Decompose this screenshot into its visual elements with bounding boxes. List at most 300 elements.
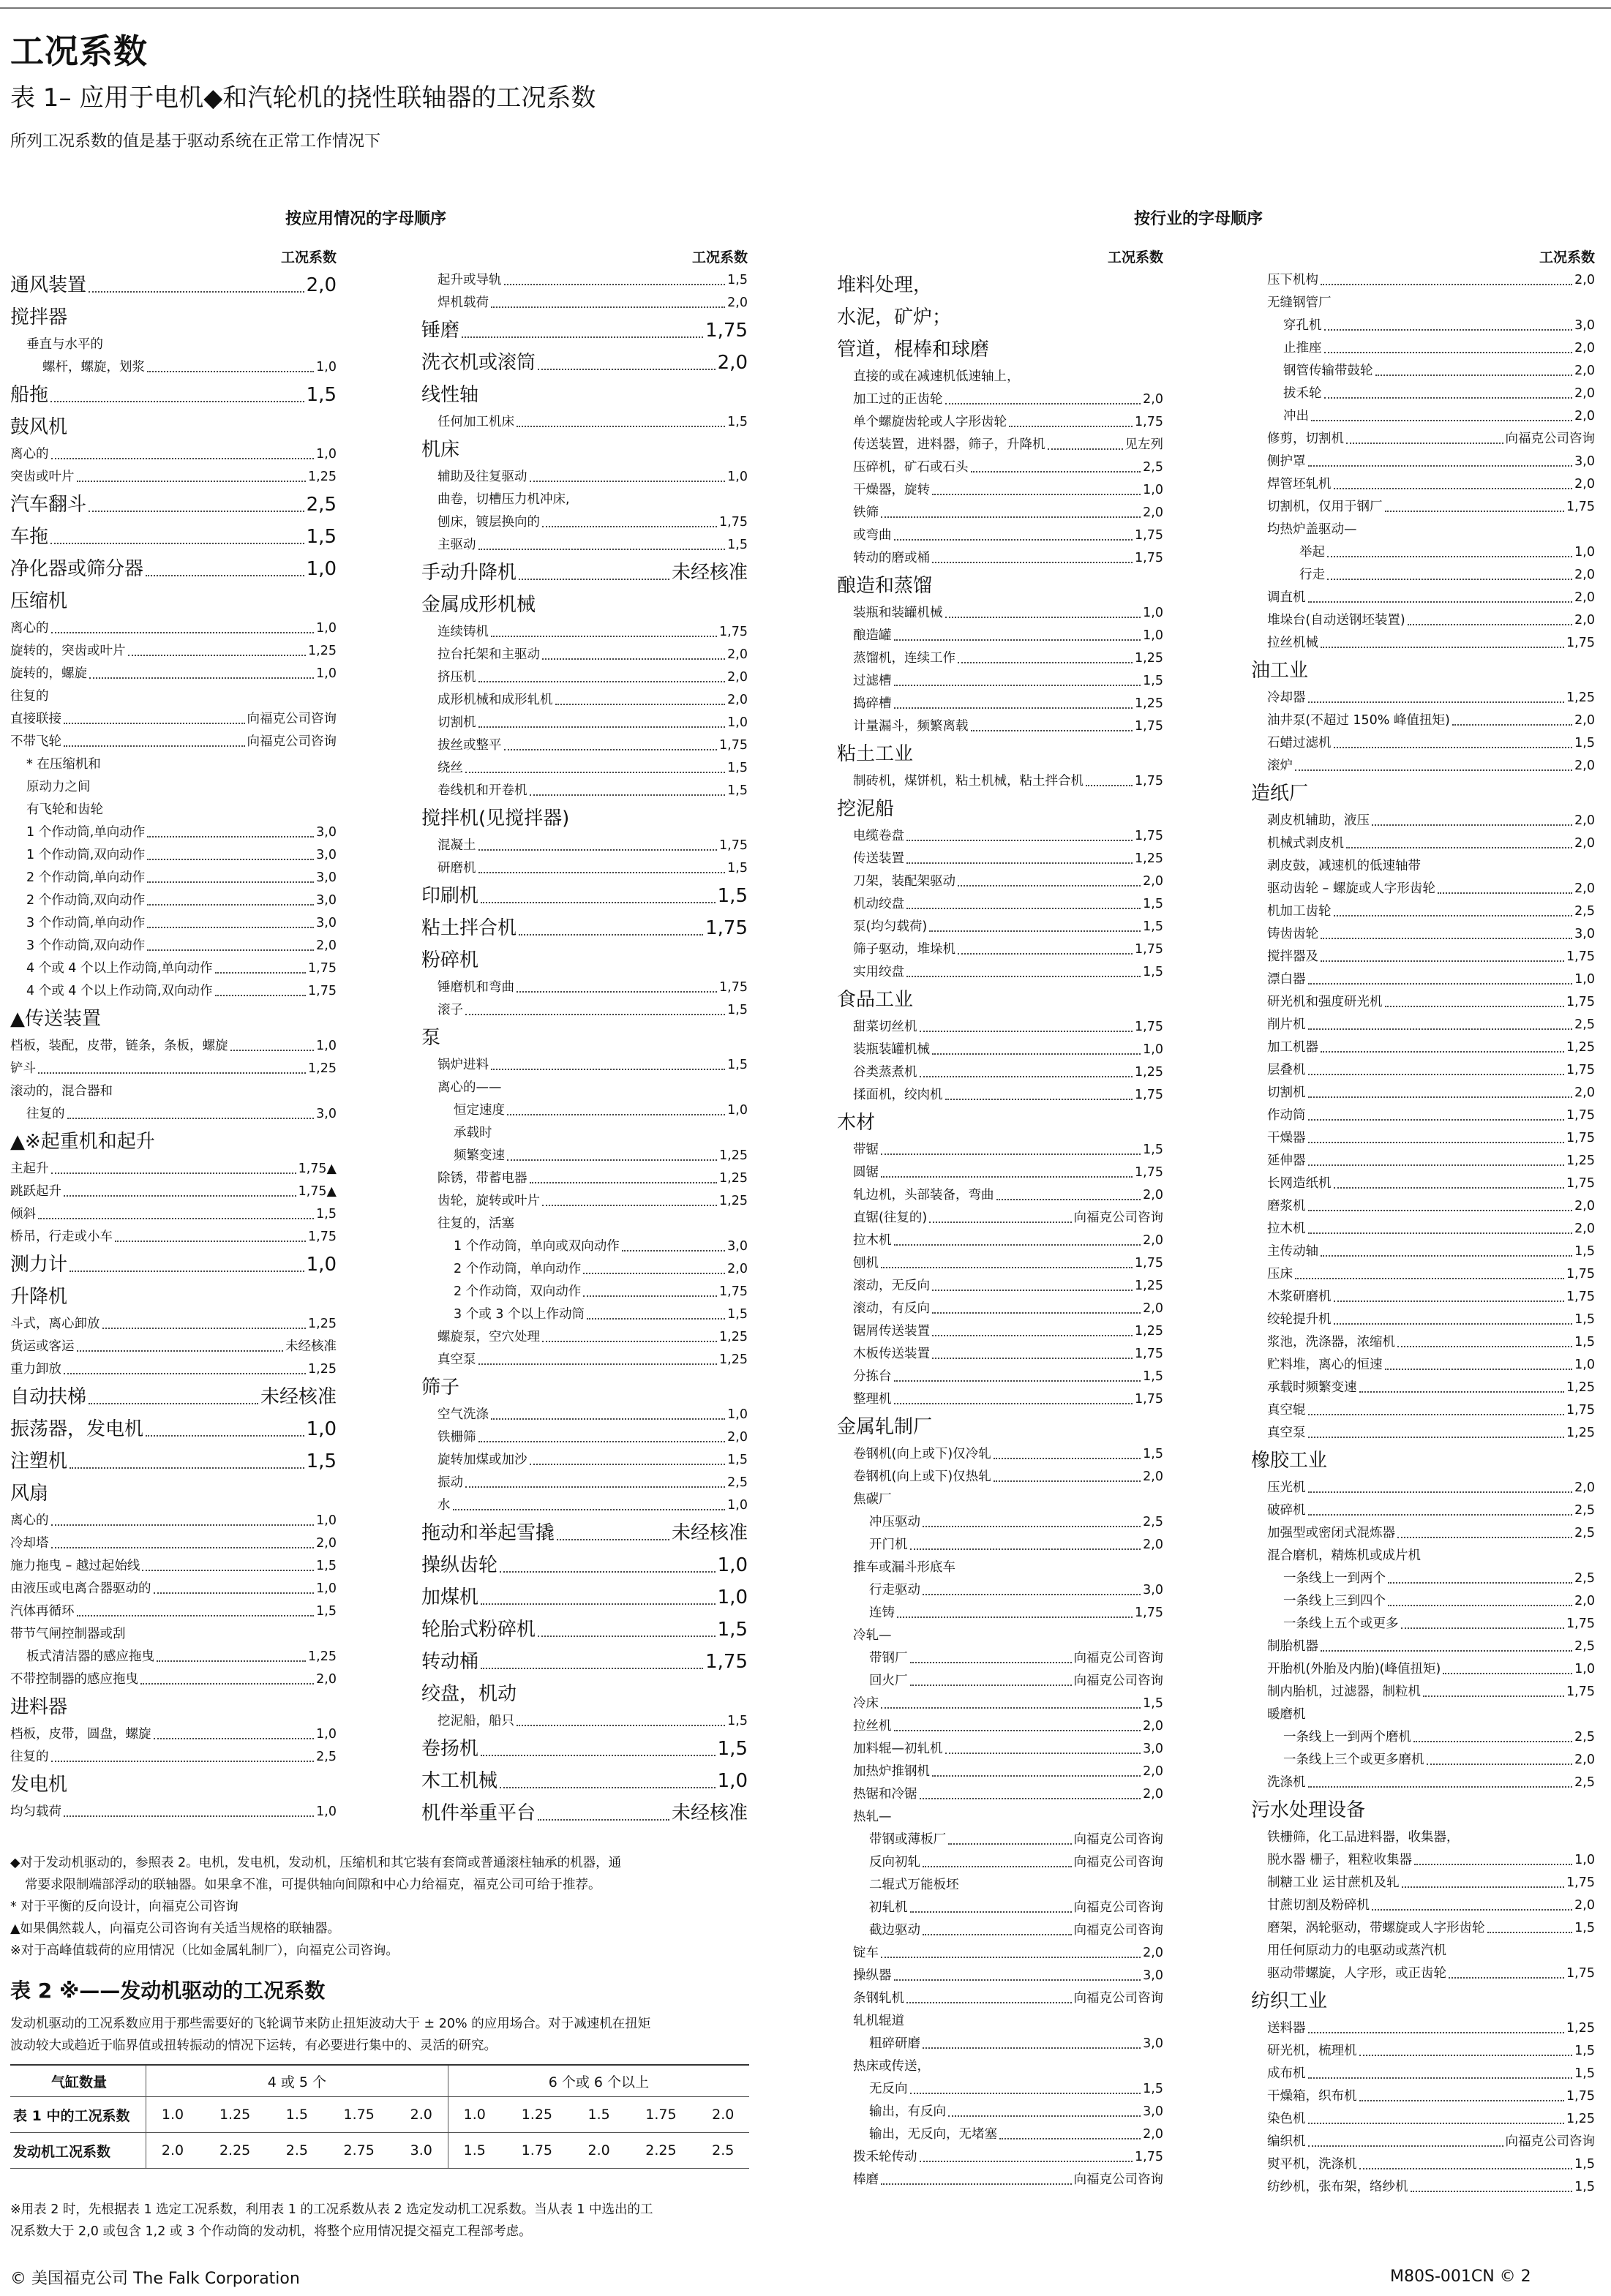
entry-factor: 2,0 <box>1574 1594 1595 1608</box>
entry-label: * 在压缩机和 <box>26 757 101 772</box>
dot-leader <box>923 1526 1141 1527</box>
entry-factor: 1,25 <box>719 1352 748 1367</box>
entry-factor: 1,5 <box>717 1619 748 1641</box>
dot-leader <box>583 1295 717 1297</box>
category-heading <box>421 434 748 466</box>
factor-entry <box>421 1190 748 1213</box>
factor-entry <box>837 1557 1163 1579</box>
entry-label: 机床 <box>421 439 460 461</box>
factor-entry <box>1251 1962 1595 1985</box>
factor-entry <box>1251 687 1595 709</box>
entry-label: 旋转的，突齿或叶片 <box>10 644 126 658</box>
factor-entry <box>837 1443 1163 1466</box>
category-heading <box>421 880 748 912</box>
factor-entry <box>837 715 1163 738</box>
factor-entry <box>1251 1826 1595 1849</box>
entry-factor: 1,25 <box>719 1330 748 1344</box>
factor-entry <box>421 1077 748 1099</box>
entry-factor: 2,0 <box>1574 1753 1595 1767</box>
entry-label: 频繁变速 <box>454 1148 505 1163</box>
factor-entry <box>1251 855 1595 878</box>
entry-label: 重力卸放 <box>10 1362 61 1377</box>
dot-leader <box>622 1250 725 1251</box>
entry-factor: 1,75 <box>308 1230 337 1244</box>
dot-leader <box>906 2002 1072 2003</box>
category-heading <box>837 269 1163 301</box>
entry-factor: 3,0 <box>1143 2036 1163 2051</box>
entry-label: 跳跃起升 <box>10 1184 61 1199</box>
factor-entry <box>10 821 337 844</box>
table2-cell: 2.0 <box>395 2097 448 2133</box>
entry-factor: 2,0 <box>1143 1787 1163 1802</box>
entry-factor: 1,0 <box>717 1554 748 1576</box>
factor-entry <box>837 366 1163 388</box>
factor-entry <box>1251 2108 1595 2131</box>
factor-entry <box>1251 1286 1595 1309</box>
entry-factor: 1,5 <box>1574 2044 1595 2058</box>
dot-leader <box>881 516 1141 518</box>
category-heading <box>421 347 748 379</box>
entry-label: 水泥，矿炉； <box>837 306 952 328</box>
factor-entry <box>1251 732 1595 755</box>
factor-entry <box>837 411 1163 434</box>
entry-factor: 1,5 <box>1143 1369 1163 1384</box>
dot-leader <box>491 1069 725 1070</box>
factor-entry <box>1251 1522 1595 1545</box>
entry-factor: 3,0 <box>316 848 337 862</box>
entry-factor: 1,5 <box>727 1058 748 1072</box>
dot-leader <box>894 707 1133 709</box>
column-header: 工况系数 <box>1539 249 1595 266</box>
entry-label: 修剪，切割机 <box>1267 432 1344 446</box>
entry-factor: 1,5 <box>1574 1921 1595 1935</box>
entry-label: 轮胎式粉碎机 <box>421 1619 536 1641</box>
dot-leader <box>929 1222 1071 1223</box>
dot-leader <box>881 1176 1133 1178</box>
entry-label: 干燥器 <box>1267 1131 1306 1145</box>
dot-leader <box>1414 1864 1572 1865</box>
category-heading <box>1251 1445 1595 1477</box>
category-heading <box>421 589 748 621</box>
category-heading <box>837 1411 1163 1443</box>
factor-entry <box>837 1942 1163 1965</box>
category-heading <box>421 379 748 411</box>
factor-entry <box>10 1158 337 1181</box>
entry-label: 染色机 <box>1267 2112 1306 2126</box>
entry-label: 测力计 <box>10 1254 68 1276</box>
dot-leader <box>542 1205 717 1206</box>
dot-leader <box>542 526 717 527</box>
entry-factor: 1,25 <box>1566 690 1595 705</box>
category-heading <box>837 301 1163 334</box>
entry-label: 成形机械和成形轧机 <box>438 693 553 707</box>
entry-factor: 2,0 <box>1143 505 1163 520</box>
factor-entry <box>837 1761 1163 1783</box>
dot-leader <box>1308 2077 1573 2079</box>
factor-entry <box>837 1897 1163 1919</box>
entry-label: 焊管坯轧机 <box>1267 477 1332 492</box>
entry-label: 2 个作动筒,双向动作 <box>26 893 146 908</box>
factor-entry <box>10 708 337 731</box>
entry-label: 搅拌机(见搅拌器) <box>421 808 570 829</box>
entry-label: 堆垛台(自动送钢坯装置) <box>1267 613 1405 628</box>
category-heading <box>837 793 1163 825</box>
category-heading <box>421 1549 748 1581</box>
dot-leader <box>910 1662 1072 1663</box>
entry-label: 金属轧制厂 <box>837 1416 933 1438</box>
entry-factor: 1,5 <box>1574 2066 1595 2081</box>
dot-leader <box>538 1636 716 1637</box>
dot-leader <box>1308 1786 1573 1788</box>
entry-label: 振荡器，发电机 <box>10 1418 144 1440</box>
factor-entry <box>837 1738 1163 1761</box>
dot-leader <box>1408 624 1573 625</box>
entry-label: 粘土工业 <box>837 743 914 765</box>
factor-entry <box>837 1534 1163 1557</box>
dot-leader <box>517 426 725 427</box>
dot-leader <box>1321 960 1564 962</box>
factor-entry <box>837 625 1163 647</box>
entry-label: 钢管传输带鼓轮 <box>1283 364 1373 378</box>
section-by-application: 按应用情况的字母顺序 <box>285 210 447 228</box>
factor-entry <box>10 1358 337 1381</box>
dot-leader <box>478 681 726 682</box>
factor-entry <box>837 1602 1163 1625</box>
column-1 <box>10 246 337 1823</box>
entry-factor: 1,0 <box>717 1770 748 1792</box>
factor-entry <box>837 1084 1163 1107</box>
entry-factor: 2,0 <box>1143 1469 1163 1484</box>
entry-label: 旋转加煤或加沙 <box>438 1453 527 1467</box>
entry-factor: 1,0 <box>306 1418 337 1440</box>
entry-label: 振动 <box>438 1475 463 1490</box>
table2-row-label: 表 1 中的工况系数 <box>10 2097 146 2133</box>
entry-factor: 1,5 <box>306 1450 337 1472</box>
entry-factor: 1,25 <box>308 1061 337 1076</box>
dot-leader <box>51 1173 296 1174</box>
dot-leader <box>929 930 1141 932</box>
dot-leader <box>157 1660 306 1662</box>
dot-leader <box>1324 397 1573 399</box>
factor-entry <box>1251 946 1595 968</box>
entry-factor: 1,5 <box>1143 919 1163 934</box>
dot-leader <box>154 1592 315 1594</box>
category-heading <box>421 1371 748 1404</box>
factor-entry <box>837 1230 1163 1252</box>
entry-factor: 3,0 <box>316 825 337 840</box>
entry-factor: 1,5 <box>727 1307 748 1322</box>
factor-entry <box>10 1532 337 1555</box>
entry-label: 2 个作动筒,单向动作 <box>26 870 146 885</box>
entry-factor: 1,0 <box>1574 1358 1595 1372</box>
entry-label: 橡胶工业 <box>1251 1450 1328 1472</box>
category-heading <box>10 1478 337 1510</box>
dot-leader <box>910 1685 1072 1686</box>
factor-entry <box>837 1511 1163 1534</box>
factor-entry <box>1251 632 1595 655</box>
entry-label: 污水处理设备 <box>1251 1799 1366 1821</box>
factor-entry <box>837 2078 1163 2101</box>
entry-factor: 3,0 <box>316 893 337 908</box>
factor-entry <box>421 857 748 880</box>
dot-leader <box>478 726 726 728</box>
factor-entry <box>10 1746 337 1769</box>
dot-leader <box>147 859 314 860</box>
category-heading <box>10 379 337 411</box>
entry-factor: 1,25 <box>308 1649 337 1664</box>
dot-leader <box>894 1730 1141 1731</box>
dot-leader <box>1321 1255 1572 1257</box>
dot-leader <box>923 1594 1141 1595</box>
factor-entry <box>837 434 1163 456</box>
entry-factor: 1,25 <box>719 1148 748 1163</box>
entry-factor: 1,75 <box>1566 636 1595 650</box>
entry-factor: 2,0 <box>727 1262 748 1276</box>
category-heading <box>10 1249 337 1281</box>
factor-entry <box>1251 1545 1595 1567</box>
entry-factor: 3,0 <box>1574 318 1595 333</box>
dot-leader <box>147 881 314 883</box>
entry-factor: 向福克公司咨询 <box>1073 1991 1163 2006</box>
dot-leader <box>465 1014 725 1015</box>
entry-factor: 未经核准 <box>671 1802 748 1824</box>
entry-factor: 1,75 <box>1566 1875 1595 1890</box>
entry-label: 无缝钢管厂 <box>1267 296 1332 310</box>
factor-entry <box>1251 1331 1595 1354</box>
dot-leader <box>147 949 314 951</box>
entry-label: 剥皮鼓，减速机的低速轴带 <box>1267 859 1421 873</box>
dot-leader <box>230 1050 315 1051</box>
entry-label: 贮料堆，离心的恒速 <box>1267 1358 1383 1372</box>
entry-label: 桥吊，行走或小车 <box>10 1230 113 1244</box>
dot-leader <box>481 902 716 903</box>
entry-factor: 2,5 <box>1574 1639 1595 1654</box>
factor-entry <box>1251 2085 1595 2108</box>
column-4 <box>1251 246 1595 2199</box>
factor-entry <box>1251 2017 1595 2040</box>
entry-factor: 2,5 <box>1574 1526 1595 1540</box>
factor-entry <box>837 1039 1163 1061</box>
entry-label: 绞轮提升机 <box>1267 1312 1332 1327</box>
entry-label: 辅助及往复驱动 <box>438 470 527 484</box>
category-heading <box>10 269 337 301</box>
entry-label: 圆锯 <box>853 1165 879 1180</box>
table2-cell: 1.5 <box>271 2097 323 2133</box>
factor-entry <box>1251 383 1595 405</box>
factor-entry <box>421 1404 748 1426</box>
entry-label: 举起 <box>1299 545 1325 560</box>
entry-factor: 2,0 <box>1574 409 1595 424</box>
factor-entry <box>837 1252 1163 1275</box>
factor-entry <box>421 1258 748 1281</box>
entry-label: 起升或导轨 <box>438 273 502 287</box>
entry-label: 驱动带螺旋，人字形，或正齿轮 <box>1267 1966 1446 1981</box>
entry-factor: 1,0 <box>727 470 748 484</box>
category-heading <box>10 1126 337 1158</box>
dot-leader <box>958 662 1133 663</box>
entry-label: 垂直与水平的 <box>26 337 103 352</box>
factor-entry <box>1251 1150 1595 1173</box>
factor-entry <box>1251 609 1595 632</box>
footnotes <box>10 1852 756 1962</box>
entry-factor: 1,5 <box>1574 1312 1595 1327</box>
entry-label: 泵(均匀载荷) <box>853 919 928 934</box>
factor-entry <box>1251 755 1595 778</box>
dot-leader <box>89 677 314 679</box>
entry-label: 鼓风机 <box>10 416 68 438</box>
entry-label: 滚动，无反向 <box>853 1279 930 1293</box>
entry-label: 粘土拌合机 <box>421 917 517 939</box>
page-title: 工况系数 <box>10 31 148 71</box>
dot-leader <box>1397 1537 1572 1538</box>
entry-factor: 3,0 <box>316 1107 337 1121</box>
table2-title: 表 2 ※——发动机驱动的工况系数 <box>10 1979 326 2003</box>
dot-leader <box>38 1072 306 1074</box>
entry-factor: 1,75 <box>705 320 748 342</box>
entry-factor: 1,0 <box>1574 545 1595 560</box>
factor-entry <box>1251 878 1595 900</box>
entry-label: 滚炉 <box>1267 759 1293 773</box>
category-heading <box>421 912 748 944</box>
table2-cell: 1.75 <box>625 2097 696 2133</box>
entry-label: 开胎机(外胎及内胎)(峰值扭矩) <box>1267 1662 1441 1676</box>
dot-leader <box>1334 1323 1573 1325</box>
dot-leader <box>51 1524 315 1526</box>
entry-factor: 2,0 <box>1574 613 1595 628</box>
entry-label: 货运或客运 <box>10 1339 75 1354</box>
dot-leader <box>1308 1491 1573 1493</box>
dot-leader <box>1308 601 1573 603</box>
dot-leader <box>89 291 304 293</box>
dot-leader <box>557 1539 669 1540</box>
entry-factor: 1,75 <box>1135 1020 1163 1034</box>
category-heading <box>1251 778 1595 810</box>
entry-label: 筛子驱动，堆垛机 <box>853 942 955 957</box>
dot-leader <box>1359 2168 1573 2169</box>
entry-factor: 见左列 <box>1124 437 1163 452</box>
entry-label: 发电机 <box>10 1774 68 1796</box>
entry-label: 干燥箱，织布机 <box>1267 2089 1357 2104</box>
factor-entry <box>837 1919 1163 1942</box>
factor-entry <box>1251 1613 1595 1636</box>
factor-entry <box>1251 1173 1595 1195</box>
entry-label: 刀架，装配架驱动 <box>853 874 955 889</box>
entry-factor: 2,0 <box>1574 881 1595 896</box>
entry-label: 离心的 <box>10 621 49 636</box>
factor-entry <box>10 617 337 640</box>
entry-label: 旋转的，螺旋 <box>10 666 87 681</box>
dot-leader <box>64 723 245 724</box>
factor-entry <box>1251 1263 1595 1286</box>
entry-label: 滚动，有反向 <box>853 1301 930 1316</box>
entry-label: 铁栅筛 <box>438 1430 476 1445</box>
dot-leader <box>1321 1650 1572 1652</box>
dot-leader <box>1372 1909 1572 1911</box>
factor-entry <box>421 534 748 557</box>
dot-leader <box>920 1798 1141 1799</box>
entry-factor: 1,5 <box>1143 1143 1163 1157</box>
entry-factor: 1,25 <box>1566 1380 1595 1395</box>
entry-label: 1 个作动筒,单向动作 <box>26 825 146 840</box>
factor-entry <box>1251 360 1595 383</box>
factor-entry <box>1251 900 1595 923</box>
entry-label: 焦碳厂 <box>853 1492 892 1507</box>
factor-entry <box>837 1806 1163 1829</box>
factor-entry <box>837 1670 1163 1693</box>
factor-entry <box>10 980 337 1003</box>
category-heading <box>10 1003 337 1035</box>
factor-entry <box>421 269 748 292</box>
entry-factor: 1,75 <box>1566 995 1595 1009</box>
factor-entry <box>421 1326 748 1349</box>
section-by-industry: 按行业的字母顺序 <box>1134 210 1263 228</box>
table2-cell: 1.75 <box>323 2097 395 2133</box>
factor-entry <box>837 547 1163 570</box>
factor-entry <box>1251 2040 1595 2063</box>
dot-leader <box>1388 1605 1572 1606</box>
category-heading <box>10 411 337 443</box>
entry-label: 纺纱机，张布架，络纱机 <box>1267 2180 1408 2194</box>
factor-entry <box>10 1600 337 1623</box>
entry-factor: 1,0 <box>1574 1662 1595 1676</box>
factor-entry <box>421 1494 748 1517</box>
entry-label: 带节气闸控制器或刮 <box>10 1627 126 1641</box>
factor-entry <box>1251 1422 1595 1445</box>
dot-leader <box>999 2138 1141 2139</box>
entry-label: 板式清洁器的感应拖曳 <box>26 1649 154 1664</box>
factor-entry <box>837 456 1163 479</box>
category-heading <box>421 1733 748 1765</box>
factor-entry <box>837 961 1163 984</box>
dot-leader <box>1346 443 1503 444</box>
factor-entry <box>10 1226 337 1249</box>
dot-leader <box>1375 374 1573 376</box>
entry-factor: 1,75 <box>1135 774 1163 788</box>
entry-label: 恒定速度 <box>454 1103 505 1118</box>
entry-label: 粉碎机 <box>421 949 479 971</box>
dot-leader <box>1009 426 1133 427</box>
factor-entry <box>10 844 337 867</box>
dot-leader <box>897 1616 1133 1618</box>
entry-factor: 1,5 <box>717 885 748 907</box>
entry-factor: 1,75 <box>1135 1088 1163 1102</box>
dot-leader <box>996 1199 1141 1200</box>
entry-label: 甜菜切丝机 <box>853 1020 917 1034</box>
entry-label: 3 个或 3 个以上作动筒 <box>454 1307 585 1322</box>
dot-leader <box>881 1707 1141 1709</box>
dot-leader <box>1321 284 1572 285</box>
category-heading <box>421 1517 748 1549</box>
entry-factor: 2,0 <box>1574 386 1595 401</box>
dot-leader <box>140 1683 314 1685</box>
dot-leader <box>971 730 1133 731</box>
factor-entry <box>10 1181 337 1203</box>
entry-label: 操纵齿轮 <box>421 1554 498 1576</box>
entry-label: 热轧— <box>853 1810 892 1824</box>
entry-label: 蒸馏机，连续工作 <box>853 651 955 666</box>
entry-label: 拉木机 <box>1267 1222 1306 1236</box>
entry-label: 拨禾轮传动 <box>853 2150 917 2164</box>
entry-label: 压碎机，矿石或石头 <box>853 460 969 475</box>
factor-entry <box>421 1349 748 1371</box>
dot-leader <box>1308 1514 1573 1516</box>
entry-label: 档板，装配，皮带，链条，条板，螺旋 <box>10 1039 228 1053</box>
entry-label: 卷扬机 <box>421 1738 479 1760</box>
dot-leader <box>945 1753 1141 1754</box>
entry-label: 连铸 <box>869 1606 895 1620</box>
dot-leader <box>64 1373 306 1374</box>
entry-factor: 2,0 <box>1143 2127 1163 2142</box>
